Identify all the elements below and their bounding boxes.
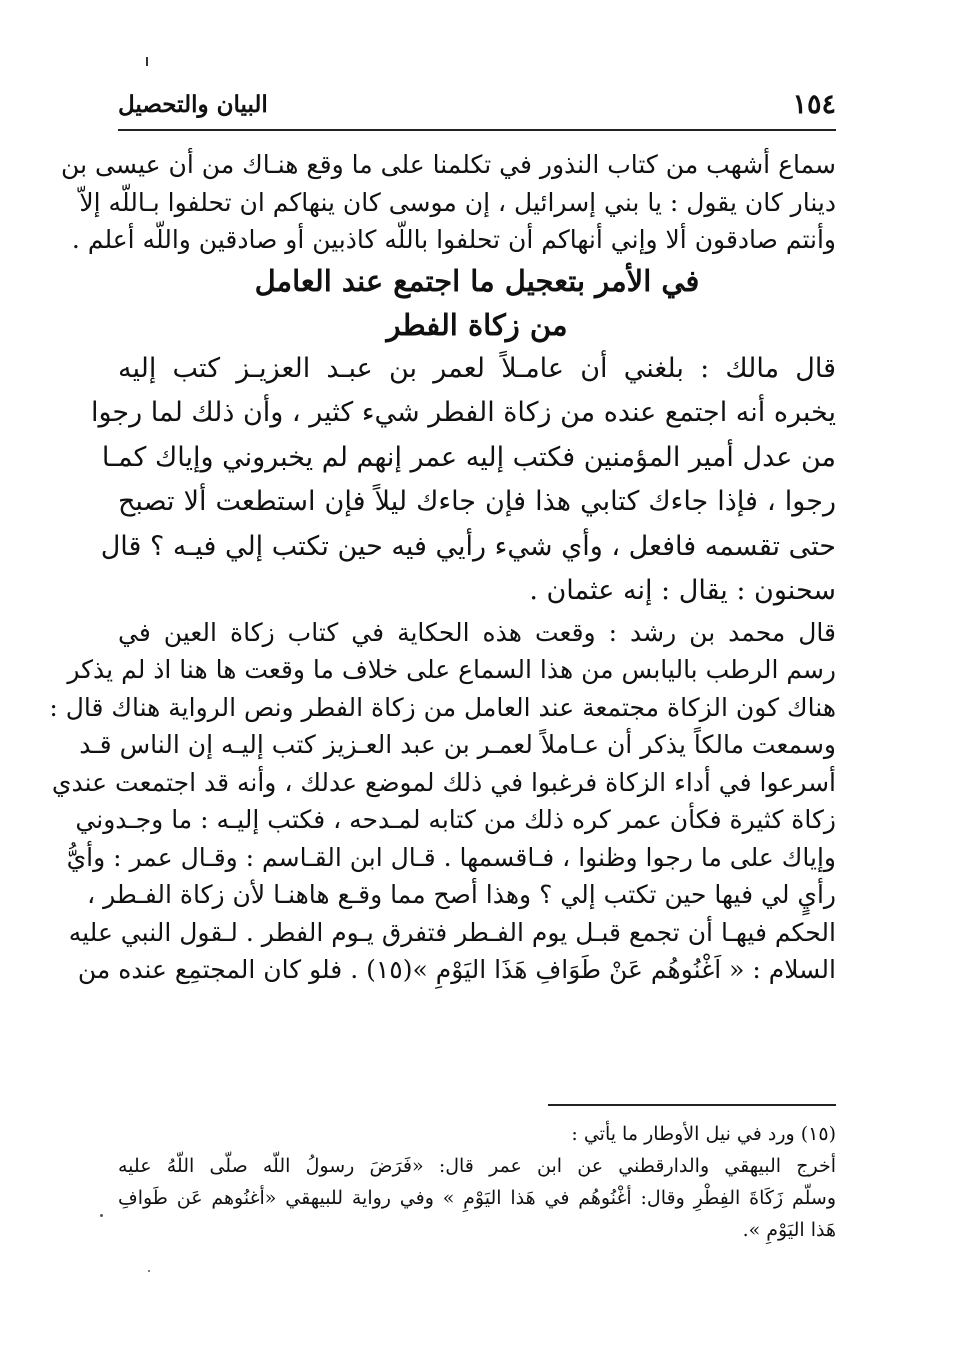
text-line: وسمعت مالكاً يذكر أن عـاملاً لعمـر بن عبد العـزيز كتب إليـه إن الناس قـد — [79, 730, 836, 759]
text-line: من عدل أمير المؤمنين فكتب إليه عمر إنهم لم يخبروني وإياك كمـا — [101, 441, 836, 473]
text-line: الحكم فيهـا أن تجمع قبـل يوم الفـطر فتفرق يـوم الفطر . لـقول النبي عليه — [68, 917, 836, 947]
footnote-separator — [548, 1104, 836, 1106]
scan-artifact-mark — [146, 57, 148, 66]
scan-speck — [100, 1214, 103, 1217]
text-line: وإياك على ما رجوا وظنوا ، فـاقسمها . قـال ابن القـاسم : وقـال عمر : وأيُّ — [66, 842, 836, 872]
section-heading-line-1: في الأمر بتعجيل ما اجتمع عند العامل — [254, 263, 700, 298]
text-line: قال محمد بن رشد : وقعت هذه الحكاية في كتاب زكاة العين في — [118, 617, 836, 647]
running-book-title: البيان والتحصيل — [118, 91, 268, 118]
footnote-line: أخرج البيهقي والدارقطني عن ابن عمر قال: «فَرَضَ رسولُ اللّه صلّى اللّهُ عليه — [118, 1155, 836, 1177]
scan-speck — [148, 1270, 150, 1272]
section-heading-line-2: من زكاة الفطر — [386, 307, 568, 342]
footnote-line: وسلّم زَكَاةَ الفِطْرِ وقال: أغْنُوهُم في هَذا اليَوْمِ » وفي رواية للبيهقي «أغنُوهم عَن طَوافِ — [118, 1187, 836, 1209]
main-text — [49, 146, 836, 989]
footnote-line: هَذا اليَوْمِ ». — [742, 1219, 836, 1241]
footnote-title: (١٥) ورد في نيل الأوطار ما يأتي : — [571, 1123, 836, 1145]
text-line: السلام : « اَغْنُوهُم عَنْ طَوَافِ هَذَا اليَوْمِ »(١٥) . فلو كان المجتمِع عنده من — [77, 955, 836, 984]
text-line: قال مالك : بلغني أن عامـلاً لعمر بن عبـد العزيـز كتب إليه — [118, 352, 836, 384]
text-line: دينار كان يقول : يا بني إسرائيل ، إن موسى كان ينهاكم ان تحلفوا بـاللّه إلاّ — [79, 187, 836, 217]
text-line: سماع أشهب من كتاب النذور في تكلمنا على ما وقع هنـاك من أن عيسى بن — [61, 150, 836, 179]
text-line: رسم الرطب باليابس من هذا السماع على خلاف ما وقعت ها هنا اذ لم يذكر — [67, 655, 836, 684]
text-line: رجوا ، فإذا جاءك كتابي هذا فإن جاءك ليلاً فإن استطعت ألا تصبح — [118, 486, 836, 517]
text-line: رأيٍ لي فيها حين تكتب إلي ؟ وهذا أصح مما وقـع هاهنـا لأن زكاة الفـطر ، — [87, 880, 836, 909]
ibn-rushd-paragraph — [49, 614, 836, 989]
text-line: يخبره أنه اجتمع عنده من زكاة الفطر شيء كثير ، وأن ذلك لما رجوا — [90, 397, 836, 428]
malik-paragraph — [90, 347, 836, 614]
intro-paragraph — [61, 146, 836, 259]
header-rule — [118, 129, 836, 131]
text-line: سحنون : يقال : إنه عثمان . — [529, 575, 836, 606]
text-line: حتى تقسمه فافعل ، وأي شيء رأيي فيه حين تكتب إلي فيـه ؟ قال — [100, 530, 836, 562]
text-line: زكاة كثيرة فكأن عمر كره ذلك من كتابه لمـدحه ، فكتب إليـه : ما وجـدوني — [75, 805, 836, 834]
text-line: أسرعوا في أداء الزكاة فرغبوا في ذلك لموضع عدلك ، وأنه قد اجتمعت عندي — [51, 767, 836, 797]
text-line: هناك كون الزكاة مجتمعة عند العامل من زكاة الفطر ونص الرواية هناك قال : — [49, 692, 836, 722]
page-number: ١٥٤ — [792, 89, 836, 120]
text-line: وأنتم صادقون ألا وإني أنهاكم أن تحلفوا باللّه كاذبين أو صادقين واللّه أعلم . — [71, 225, 836, 254]
footnotes — [118, 1118, 836, 1246]
page-header — [118, 88, 836, 124]
